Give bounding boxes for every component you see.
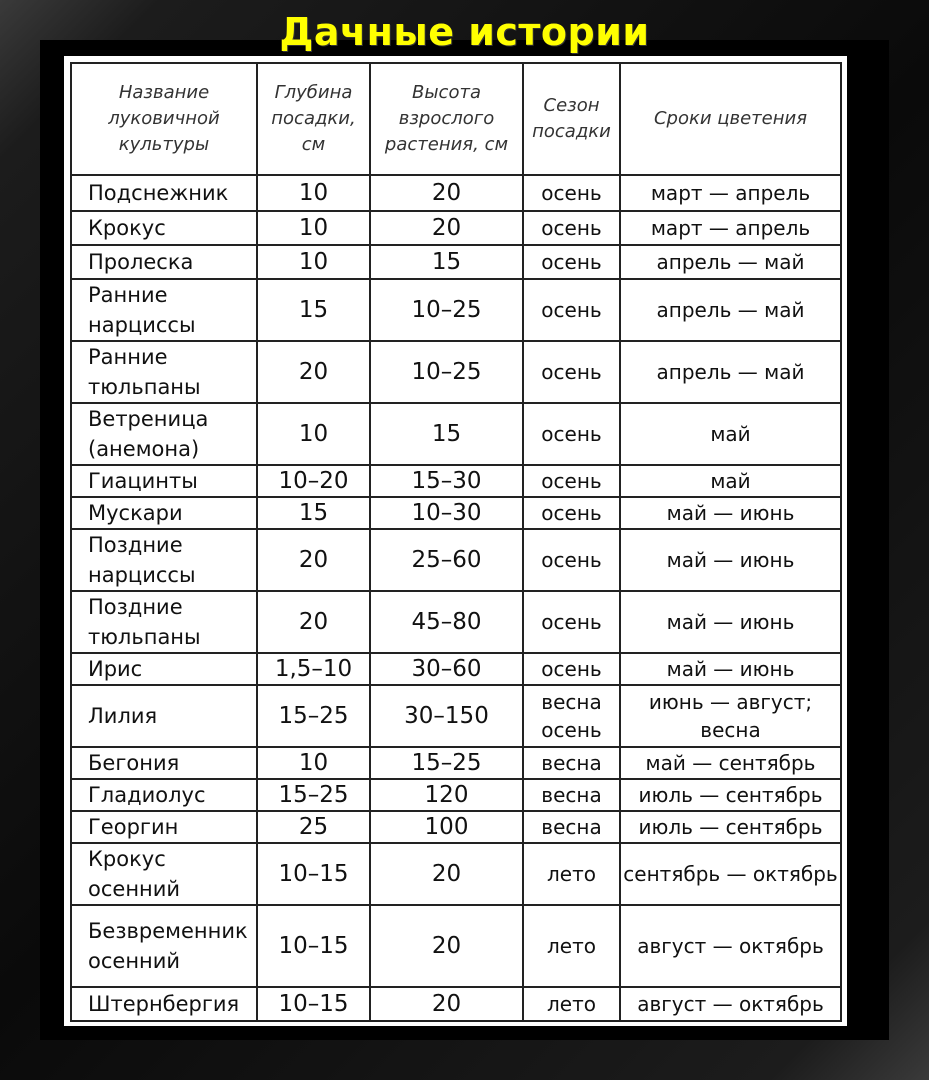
cell-name: Поздние тюльпаны — [71, 591, 257, 653]
cell-name: Крокус — [71, 211, 257, 245]
table-row — [71, 653, 841, 685]
cell-name: Георгин — [71, 811, 257, 843]
cell-season: весна — [523, 747, 620, 779]
cell-depth: 10 — [257, 175, 370, 211]
cell-season: лето — [523, 843, 620, 905]
cell-name: Мускари — [71, 497, 257, 529]
cell-name: Подснежник — [71, 175, 257, 211]
cell-season: осень — [523, 341, 620, 403]
cell-season: осень — [523, 497, 620, 529]
cell-height: 30–150 — [370, 685, 523, 747]
cell-season: лето — [523, 905, 620, 987]
table-row — [71, 341, 841, 403]
cell-height: 20 — [370, 987, 523, 1021]
cell-depth: 15–25 — [257, 779, 370, 811]
cell-name: Пролеска — [71, 245, 257, 279]
table-row — [71, 779, 841, 811]
header-season: Сезон посадки — [523, 63, 620, 175]
cell-depth: 15–25 — [257, 685, 370, 747]
cell-bloom: март — апрель — [620, 211, 841, 245]
cell-depth: 10 — [257, 245, 370, 279]
cell-depth: 10–15 — [257, 843, 370, 905]
cell-height: 15–30 — [370, 465, 523, 497]
page-title: Дачные истории — [279, 10, 650, 54]
cell-bloom: август — октябрь — [620, 987, 841, 1021]
table-row — [71, 403, 841, 465]
cell-season: осень — [523, 653, 620, 685]
cell-season: весна — [523, 779, 620, 811]
cell-depth: 10–20 — [257, 465, 370, 497]
cell-height: 10–25 — [370, 341, 523, 403]
cell-height: 120 — [370, 779, 523, 811]
cell-bloom: май — июнь — [620, 591, 841, 653]
cell-height: 15 — [370, 403, 523, 465]
cell-season: осень — [523, 591, 620, 653]
cell-season: осень — [523, 529, 620, 591]
table-row — [71, 685, 841, 747]
cell-height: 15 — [370, 245, 523, 279]
cell-bloom: июль — сентябрь — [620, 811, 841, 843]
cell-name: Крокус осенний — [71, 843, 257, 905]
cell-name: Поздние нарциссы — [71, 529, 257, 591]
table-row — [71, 905, 841, 987]
cell-depth: 10–15 — [257, 905, 370, 987]
cell-bloom: март — апрель — [620, 175, 841, 211]
cell-name: Ранние нарциссы — [71, 279, 257, 341]
cell-height: 30–60 — [370, 653, 523, 685]
cell-depth: 10–15 — [257, 987, 370, 1021]
cell-season: весна осень — [523, 685, 620, 747]
cell-height: 10–30 — [370, 497, 523, 529]
cell-depth: 10 — [257, 211, 370, 245]
header-row — [71, 63, 841, 175]
cell-season: весна — [523, 811, 620, 843]
header-name: Название луковичной культуры — [71, 63, 257, 175]
cell-bloom: май — июнь — [620, 497, 841, 529]
cell-depth: 15 — [257, 279, 370, 341]
cell-height: 20 — [370, 843, 523, 905]
table-row — [71, 591, 841, 653]
table-row — [71, 497, 841, 529]
cell-height: 15–25 — [370, 747, 523, 779]
cell-height: 45–80 — [370, 591, 523, 653]
cell-name: Безвременник осенний — [71, 905, 257, 987]
table-row — [71, 245, 841, 279]
cell-bloom: июль — сентябрь — [620, 779, 841, 811]
cell-depth: 20 — [257, 341, 370, 403]
cell-season: осень — [523, 211, 620, 245]
cell-bloom: май — [620, 465, 841, 497]
cell-name: Гиацинты — [71, 465, 257, 497]
cell-name: Штернбергия — [71, 987, 257, 1021]
cell-bloom: май — сентябрь — [620, 747, 841, 779]
cell-height: 20 — [370, 175, 523, 211]
header-bloom: Сроки цветения — [620, 63, 841, 175]
bulb-planting-table — [70, 62, 842, 1022]
table-row — [71, 529, 841, 591]
cell-height: 20 — [370, 211, 523, 245]
cell-height: 20 — [370, 905, 523, 987]
cell-name: Ирис — [71, 653, 257, 685]
cell-bloom: апрель — май — [620, 279, 841, 341]
cell-bloom: апрель — май — [620, 341, 841, 403]
cell-name: Гладиолус — [71, 779, 257, 811]
cell-name: Бегония — [71, 747, 257, 779]
cell-bloom: май — июнь — [620, 529, 841, 591]
cell-season: осень — [523, 245, 620, 279]
cell-bloom: апрель — май — [620, 245, 841, 279]
table-row — [71, 279, 841, 341]
cell-height: 100 — [370, 811, 523, 843]
cell-season: осень — [523, 465, 620, 497]
cell-season: осень — [523, 279, 620, 341]
table-row — [71, 175, 841, 211]
table-row — [71, 465, 841, 497]
cell-bloom: май — [620, 403, 841, 465]
cell-season: осень — [523, 175, 620, 211]
cell-depth: 20 — [257, 529, 370, 591]
table-sheet — [64, 56, 847, 1026]
cell-depth: 10 — [257, 403, 370, 465]
cell-bloom: август — октябрь — [620, 905, 841, 987]
cell-depth: 10 — [257, 747, 370, 779]
cell-season: лето — [523, 987, 620, 1021]
cell-depth: 25 — [257, 811, 370, 843]
cell-name: Ветреница (анемона) — [71, 403, 257, 465]
cell-name: Лилия — [71, 685, 257, 747]
cell-depth: 15 — [257, 497, 370, 529]
table-row — [71, 843, 841, 905]
header-height: Высота взрослого растения, см — [370, 63, 523, 175]
table-row — [71, 211, 841, 245]
cell-depth: 20 — [257, 591, 370, 653]
cell-bloom: май — июнь — [620, 653, 841, 685]
table-row — [71, 747, 841, 779]
table-row — [71, 987, 841, 1021]
cell-name: Ранние тюльпаны — [71, 341, 257, 403]
cell-height: 10–25 — [370, 279, 523, 341]
header-depth: Глубина посадки, см — [257, 63, 370, 175]
cell-depth: 1,5–10 — [257, 653, 370, 685]
cell-height: 25–60 — [370, 529, 523, 591]
table-row — [71, 811, 841, 843]
cell-season: осень — [523, 403, 620, 465]
cell-bloom: июнь — август; весна — [620, 685, 841, 747]
cell-bloom: сентябрь — октябрь — [620, 843, 841, 905]
